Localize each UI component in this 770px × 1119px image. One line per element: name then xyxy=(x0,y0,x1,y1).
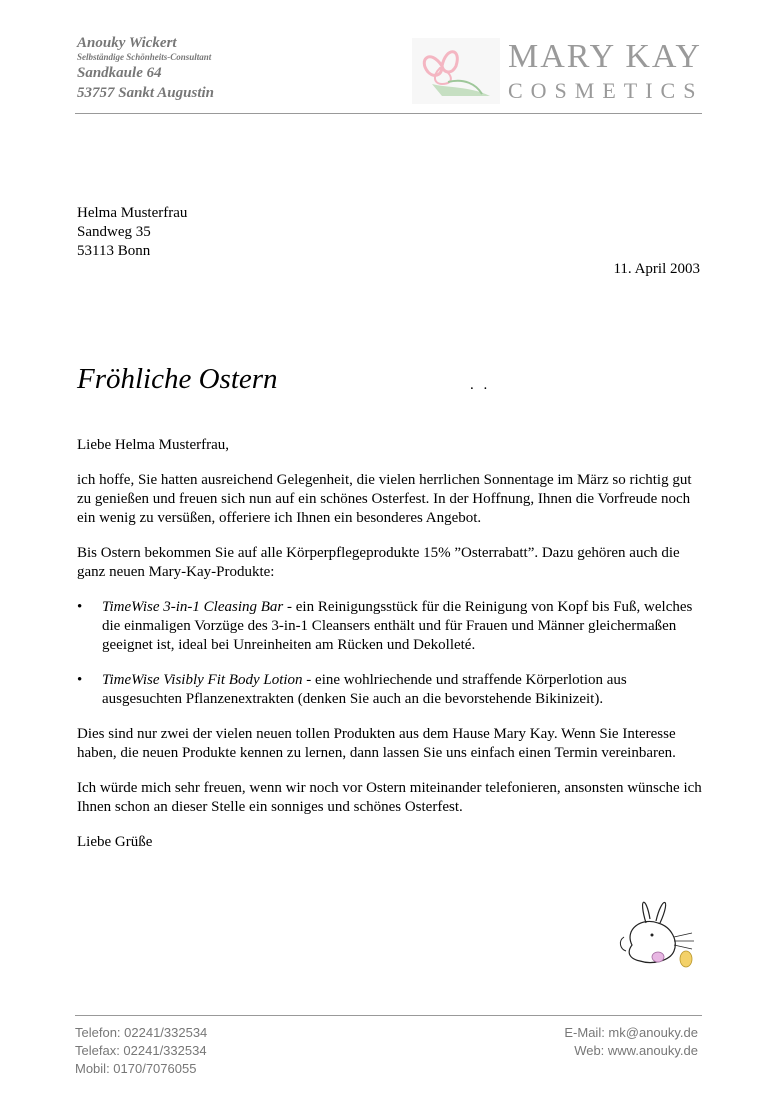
recipient-city: 53113 Bonn xyxy=(77,243,151,259)
footer-fax: Telefax: 02241/332534 xyxy=(75,1043,207,1058)
dots-mark: . . xyxy=(470,377,491,393)
recipient-address xyxy=(77,204,187,261)
letter-body xyxy=(77,436,702,868)
sender-role: Selbständige Schönheits-Consultant xyxy=(77,52,212,62)
logo-line-2: COSMETICS xyxy=(508,78,704,103)
paragraph-2: Bis Ostern bekommen Sie auf alle Körperpflegeprodukte 15% ”Osterrabatt”. Dazu gehören auch die ganz neuen Mary-Kay-Produkte: xyxy=(77,545,680,580)
sender-city: 53757 Sankt Augustin xyxy=(77,85,214,101)
footer-contact-right xyxy=(564,1024,698,1060)
sender-street: Sandkaule 64 xyxy=(77,65,162,81)
signoff: Liebe Grüße xyxy=(77,834,153,850)
sender-block xyxy=(77,34,214,103)
footer-divider xyxy=(75,1015,702,1016)
paragraph-1: ich hoffe, Sie hatten ausreichend Gelegenheit, die vielen herrlichen Sonnentage im März so richtig gut zu genießen und freuen sich nun auf ein schönes Osterfest. In der Hoffnung, Ihnen die Vorfreude noch ein wenig zu versüßen, offeriere ich Ihnen ein besonderes Angebot. xyxy=(77,472,692,526)
list-item xyxy=(77,671,702,709)
salutation: Liebe Helma Musterfrau, xyxy=(77,437,230,453)
flower-logo-icon xyxy=(412,38,500,104)
footer-web[interactable]: Web: www.anouky.de xyxy=(574,1043,698,1058)
logo-line-1: MARY KAY xyxy=(508,38,702,75)
paragraph-3: Dies sind nur zwei der vielen neuen tollen Produkten aus dem Hause Mary Kay. Wenn Sie Interesse haben, die neuen Produkte kennen zu lernen, dann lassen Sie uns einfach einen Termin vereinbaren. xyxy=(77,726,676,761)
footer-email[interactable]: E-Mail: mk@anouky.de xyxy=(564,1025,698,1040)
recipient-name: Helma Musterfrau xyxy=(77,205,188,221)
footer-contact-left xyxy=(75,1024,207,1078)
product-description: - eine wohlriechende und straffende Körperlotion aus ausgesuchten Pflanzenextrakten (denken Sie auch an die bevorstehende Bikinizeit). xyxy=(102,672,627,707)
paragraph-4: Ich würde mich sehr freuen, wenn wir noch vor Ostern miteinander telefonieren, ansonsten wünsche ich Ihnen schon an dieser Stelle ein sonniges und schönes Osterfest. xyxy=(77,780,702,815)
mary-kay-logo xyxy=(412,38,702,104)
footer-mobile: Mobil: 0170/7076055 xyxy=(75,1061,197,1076)
list-item xyxy=(77,598,702,655)
header-divider xyxy=(75,113,702,114)
footer-phone: Telefon: 02241/332534 xyxy=(75,1025,208,1040)
letter-date: 11. April 2003 xyxy=(613,261,700,277)
product-name: TimeWise 3-in-1 Cleasing Bar xyxy=(102,599,284,615)
sender-name: Anouky Wickert xyxy=(77,35,177,51)
product-name: TimeWise Visibly Fit Body Lotion xyxy=(102,672,303,688)
product-description: - ein Reinigungsstück für die Reinigung von Kopf bis Fuß, welches die einmaligen Vorzüge des 3-in-1 Cleansers enthält und für Frauen und Männer gleichermaßen geeignet ist, ideal bei Unreinheiten am Rücken und Dekolleté. xyxy=(102,599,693,653)
easter-bunny-icon xyxy=(612,893,702,973)
letter-title: Fröhliche Ostern xyxy=(77,363,278,395)
recipient-street: Sandweg 35 xyxy=(77,224,151,240)
product-list xyxy=(77,598,702,709)
